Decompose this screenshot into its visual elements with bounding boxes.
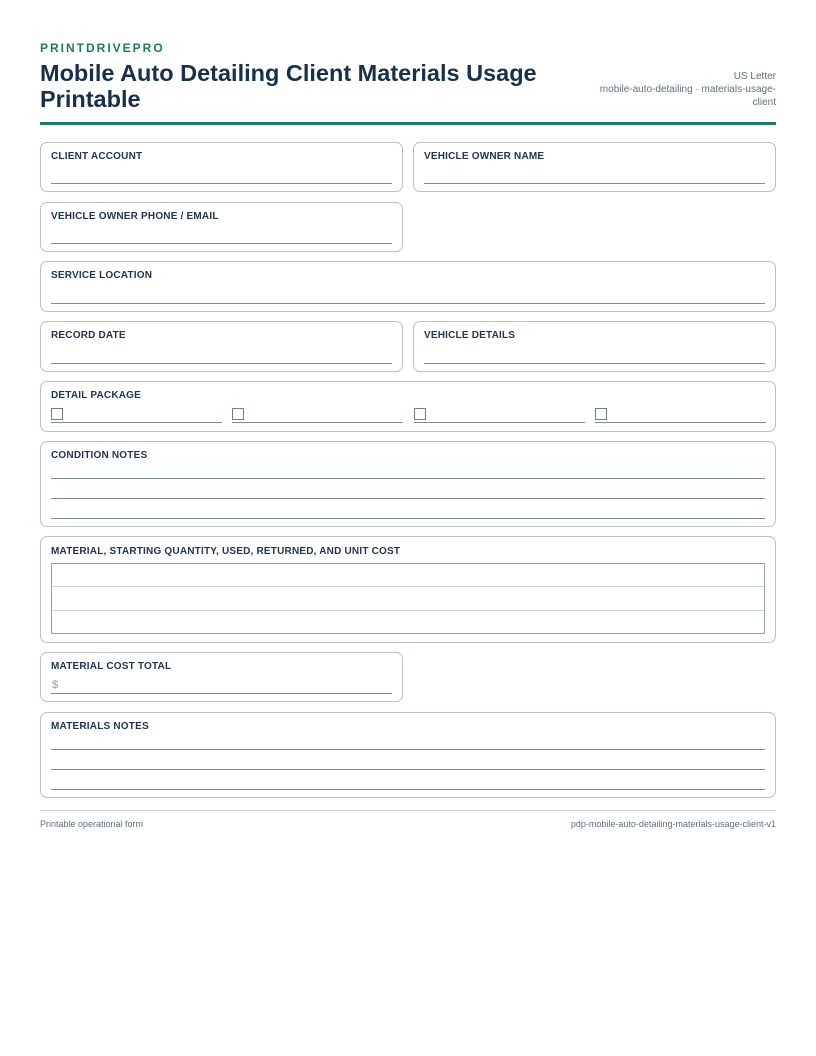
detail-package-option-1[interactable] (51, 407, 222, 423)
vehicle-details-label: VEHICLE DETAILS (424, 330, 516, 341)
material-cost-total-line[interactable] (51, 693, 392, 694)
vehicle-owner-name-field[interactable] (413, 142, 776, 192)
vehicle-owner-contact-line[interactable] (51, 243, 392, 244)
materials-notes-line[interactable] (51, 749, 765, 750)
materials-table (51, 563, 765, 634)
footer-rule (40, 810, 776, 811)
vehicle-owner-contact-label: VEHICLE OWNER PHONE / EMAIL (51, 211, 219, 222)
footer-label: Printable operational form (40, 819, 144, 829)
option-line[interactable] (232, 422, 403, 423)
option-line[interactable] (414, 422, 585, 423)
form-id: pdp-mobile-auto-detailing-materials-usage-client-v1 (570, 819, 776, 829)
checkbox-icon[interactable] (414, 408, 426, 420)
page-title: Mobile Auto Detailing Client Materials Usage Printable (40, 60, 537, 112)
document-meta (577, 70, 776, 112)
checkbox-icon[interactable] (595, 408, 607, 420)
header-row (40, 60, 776, 112)
detail-package-label: DETAIL PACKAGE (51, 390, 142, 401)
condition-notes-line[interactable] (51, 518, 765, 519)
vehicle-details-field[interactable] (413, 321, 776, 372)
detail-package-field (40, 381, 776, 432)
checkbox-icon[interactable] (232, 408, 244, 420)
client-account-label: CLIENT ACCOUNT (51, 151, 143, 162)
condition-notes-field[interactable] (40, 441, 776, 527)
materials-notes-label: MATERIALS NOTES (51, 721, 149, 732)
table-row[interactable] (52, 611, 764, 634)
vehicle-owner-name-label: VEHICLE OWNER NAME (424, 151, 545, 162)
materials-notes-field[interactable] (40, 712, 776, 798)
paper-size: US Letter (733, 71, 776, 82)
detail-package-option-2[interactable] (232, 407, 403, 423)
condition-notes-line[interactable] (51, 498, 765, 499)
vehicle-owner-name-line[interactable] (424, 183, 765, 184)
header-rule (40, 122, 776, 125)
material-cost-total-label: MATERIAL COST TOTAL (51, 661, 172, 672)
table-row[interactable] (52, 564, 764, 587)
client-account-line[interactable] (51, 183, 392, 184)
record-date-line[interactable] (51, 363, 392, 364)
service-location-field[interactable] (40, 261, 776, 312)
service-location-line[interactable] (51, 303, 765, 304)
service-location-label: SERVICE LOCATION (51, 270, 153, 281)
table-row[interactable] (52, 587, 764, 610)
currency-symbol: $ (52, 679, 59, 691)
option-line[interactable] (51, 422, 222, 423)
option-line[interactable] (595, 422, 766, 423)
form-slug: mobile-auto-detailing · materials-usage-client (599, 84, 776, 108)
materials-notes-line[interactable] (51, 789, 765, 790)
condition-notes-label: CONDITION NOTES (51, 450, 148, 461)
client-account-field[interactable] (40, 142, 403, 192)
record-date-field[interactable] (40, 321, 403, 372)
checkbox-icon[interactable] (51, 408, 63, 420)
vehicle-details-line[interactable] (424, 363, 765, 364)
material-cost-total-field[interactable] (40, 652, 403, 702)
brand-logo-text: PRINTDRIVEPRO (40, 41, 165, 55)
materials-table-label: MATERIAL, STARTING QUANTITY, USED, RETURNED, AND UNIT COST (51, 546, 401, 557)
form-header (40, 40, 776, 125)
record-date-label: RECORD DATE (51, 330, 126, 341)
materials-notes-line[interactable] (51, 769, 765, 770)
detail-package-option-4[interactable] (595, 407, 766, 423)
detail-package-option-3[interactable] (414, 407, 585, 423)
materials-table-field (40, 536, 776, 643)
condition-notes-line[interactable] (51, 478, 765, 479)
vehicle-owner-contact-field[interactable] (40, 202, 403, 252)
